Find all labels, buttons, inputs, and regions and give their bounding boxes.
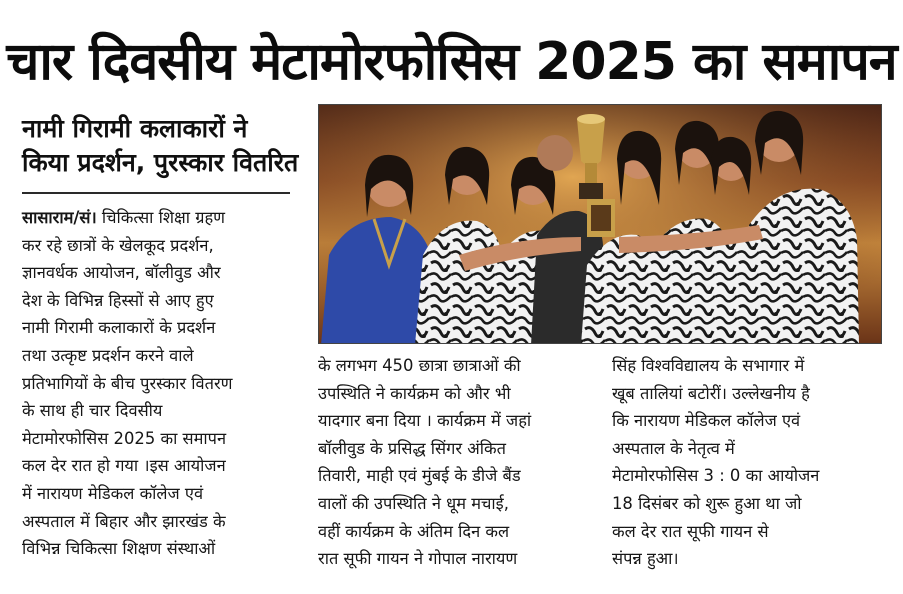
column-1-line-7: प्रतिभागियों के बीच पुरस्कार वितरण xyxy=(22,373,233,393)
column-2-line-8: रात सूफी गायन ने गोपाल नारायण xyxy=(318,549,518,569)
column-1-line-10: कल देर रात हो गया ।इस आयोजन xyxy=(22,456,226,476)
subheadline-line-1: नामी गिरामी कलाकारों ने xyxy=(22,114,248,143)
column-1-line-5: नामी गिरामी कलाकारों के प्रदर्शन xyxy=(22,318,216,338)
column-2-line-1: के लगभग 450 छात्रा छात्राओं की xyxy=(318,356,521,375)
column-2-line-5: तिवारी, माही एवं मुंबई के डीजे बैंड xyxy=(318,466,521,486)
subheadline xyxy=(22,112,299,180)
column-1-line-8: के साथ ही चार दिवसीय xyxy=(22,401,163,421)
column-1-line-3: ज्ञानवर्धक आयोजन, बॉलीवुड और xyxy=(22,263,221,283)
column-3-line-6: 18 दिसंबर को शुरू हुआ था जो xyxy=(612,493,802,513)
column-2-line-3: यादगार बना दिया । कार्यक्रम में जहां xyxy=(318,411,532,431)
dateline: सासाराम/सं। xyxy=(22,208,97,227)
column-1-line-4: देश के विभिन्न हिस्सों से आए हुए xyxy=(22,290,214,310)
column-1-line-6: तथा उत्कृष्ट प्रदर्शन करने वाले xyxy=(22,345,194,365)
column-3-line-2: खूब तालियां बटोरीं। उल्लेखनीय है xyxy=(612,383,810,403)
column-1-line-12: अस्पताल में बिहार और झारखंड के xyxy=(22,511,226,531)
article-column-3 xyxy=(612,352,882,573)
article-column-1 xyxy=(22,204,292,563)
column-2-line-4: बॉलीवुड के प्रसिद्ध सिंगर अंकित xyxy=(318,438,506,458)
column-2-line-7: वहीं कार्यक्रम के अंतिम दिन कल xyxy=(318,521,510,541)
column-3-line-3: कि नारायण मेडिकल कॉलेज एवं xyxy=(612,411,801,431)
column-1-line-2: कर रहे छात्रों के खेलकूद प्रदर्शन, xyxy=(22,235,214,255)
column-3-line-4: अस्पताल के नेतृत्व में xyxy=(612,438,735,458)
headline: चार दिवसीय मेटामोरफोसिस 2025 का समापन xyxy=(6,32,897,92)
column-1-line-13: विभिन्न चिकित्सा शिक्षण संस्थाओं xyxy=(22,539,216,559)
column-2-line-2: उपस्थिति ने कार्यक्रम को और भी xyxy=(318,383,511,403)
column-3-line-7: कल देर रात सूफी गायन से xyxy=(612,521,769,541)
column-3-line-8: संपन्न हुआ। xyxy=(612,549,679,569)
column-1-line-9: मेटामोरफोसिस 2025 का समापन xyxy=(22,428,227,448)
column-1-line-11: में नारायण मेडिकल कॉलेज एवं xyxy=(22,483,204,503)
news-photo xyxy=(318,104,882,344)
column-3-line-5: मेटामोरफोसिस 3 : 0 का आयोजन xyxy=(612,466,820,486)
column-1-line-1: सासाराम/सं। चिकित्सा शिक्षा ग्रहण xyxy=(22,208,226,227)
article-column-2 xyxy=(318,352,588,573)
subheadline-divider xyxy=(22,192,290,194)
photo-illustration xyxy=(319,105,882,344)
subheadline-line-2: किया प्रदर्शन, पुरस्कार वितरित xyxy=(22,148,299,177)
column-3-line-1: सिंह विश्वविद्यालय के सभागार में xyxy=(612,356,805,375)
column-2-line-6: वालों की उपस्थिति ने धूम मचाई, xyxy=(318,493,509,513)
